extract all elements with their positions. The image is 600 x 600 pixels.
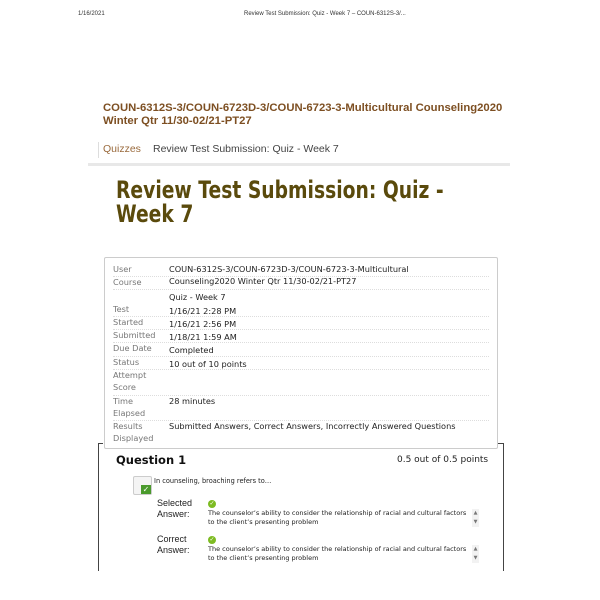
correct-check-icon: ✓ (142, 485, 150, 494)
detail-value: COUN-6312S-3/COUN-6723D-3/COUN-6723-3-Multicultural (169, 264, 409, 274)
detail-row-due-date (113, 342, 489, 357)
detail-value: 1/18/21 1:59 AM (169, 332, 237, 342)
detail-label: Attempt Score (113, 370, 147, 392)
detail-label: Course (113, 277, 142, 287)
course-title[interactable]: COUN-6312S-3/COUN-6723D-3/COUN-6723-3-Multicultural Counseling2020 Winter Qtr 11/30-02/21-PT27 (103, 102, 503, 127)
correct-answer-text: The counselor’s ability to consider the relationship of racial and cultural factors to the client’s presenting problem (208, 545, 467, 562)
scroll-arrows-icon[interactable]: ▲ ▼ (473, 546, 478, 561)
question-points: 0.5 out of 0.5 points (397, 455, 489, 465)
detail-value: Completed (169, 345, 214, 355)
selected-answer-label: Selected Answer: (157, 498, 193, 519)
check-icon: ✓ (209, 536, 215, 543)
detail-value: 28 minutes (169, 396, 216, 406)
detail-label: Test (113, 304, 130, 314)
detail-row-started (113, 316, 489, 330)
detail-row-course (113, 276, 489, 290)
breadcrumb-shadow (88, 163, 510, 166)
detail-row-time-elapsed (113, 395, 489, 421)
detail-value: Submitted Answers, Correct Answers, Incorrectly Answered Questions (169, 421, 456, 431)
question-frame-corner (98, 443, 103, 444)
print-date: 1/16/2021 (78, 11, 105, 17)
detail-row-submitted (113, 329, 489, 343)
detail-label: Results Displayed (113, 421, 154, 443)
question-frame-corner (498, 443, 504, 444)
submission-details (104, 257, 498, 449)
detail-label: Due Date (113, 343, 152, 353)
detail-label: Status (113, 357, 140, 367)
detail-value: Quiz - Week 7 (169, 292, 226, 302)
question-frame-right (503, 443, 504, 571)
detail-value: Counseling2020 Winter Qtr 11/30-02/21-PT27 (169, 276, 357, 286)
detail-label: User (113, 264, 132, 274)
detail-row-attempt-score (113, 369, 489, 396)
detail-value: 1/16/21 2:56 PM (169, 319, 237, 329)
detail-row-results-displayed (113, 420, 489, 446)
check-icon: ✓ (209, 500, 215, 507)
detail-row-test (113, 303, 489, 317)
page-title: Review Test Submission: Quiz - Week 7 (116, 176, 444, 228)
detail-row-status (113, 356, 489, 370)
breadcrumb-current: Review Test Submission: Quiz - Week 7 (153, 143, 339, 155)
detail-label: Submitted (113, 330, 156, 340)
detail-value: 1/16/21 2:28 PM (169, 306, 237, 316)
scroll-arrows-icon[interactable]: ▲ ▼ (473, 510, 478, 525)
breadcrumb-quizzes-link[interactable]: Quizzes (103, 143, 141, 155)
question-frame-left (98, 443, 99, 571)
selected-answer-text: The counselor’s ability to consider the relationship of racial and cultural factors to the client’s presenting problem (208, 509, 467, 526)
detail-row-test-name (113, 289, 489, 303)
breadcrumb-divider (98, 142, 99, 158)
detail-label: Started (113, 317, 144, 327)
print-title: Review Test Submission: Quiz - Week 7 – COUN-6312S-3/... (244, 11, 406, 17)
detail-label: Time Elapsed (113, 396, 146, 418)
correct-answer-label: Correct Answer: (157, 534, 190, 555)
detail-value: 10 out of 10 points (169, 359, 247, 369)
question-text: In counseling, broaching refers to… (154, 477, 272, 485)
question-title: Question 1 (116, 453, 187, 467)
